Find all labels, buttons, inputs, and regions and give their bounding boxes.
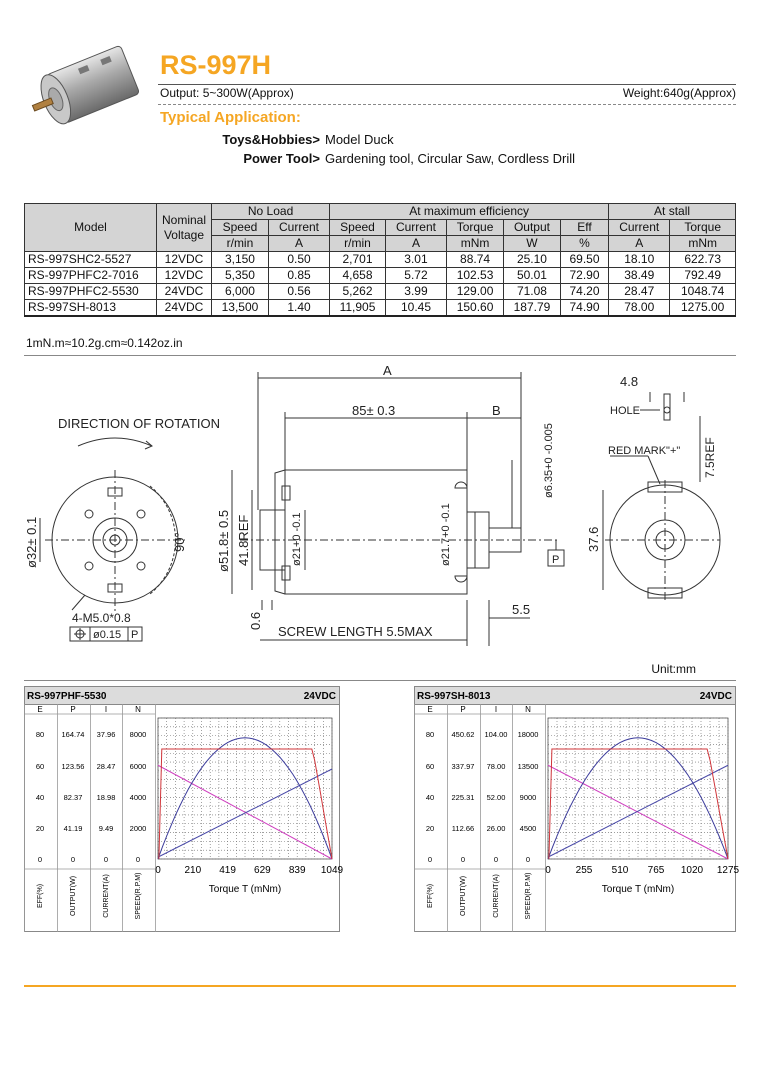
performance-chart-2 <box>414 686 740 932</box>
dim-37-6: 37.6 <box>586 526 601 552</box>
table-cell: 1275.00 <box>670 300 736 317</box>
chart-svg <box>24 686 344 932</box>
table-cell: 0.56 <box>268 284 329 300</box>
scale-value: 18000 <box>517 730 539 739</box>
chart-voltage: 24VDC <box>303 691 336 702</box>
col-model-header: Model <box>25 204 157 252</box>
chart-svg <box>414 686 740 932</box>
table-cell: 622.73 <box>670 252 736 268</box>
dim-5-5: 5.5 <box>512 602 531 617</box>
table-cell: 1048.74 <box>670 284 736 300</box>
scale-value: 337.97 <box>451 762 475 771</box>
table-cell: 4,658 <box>330 268 386 284</box>
chart-model: RS-997SH-8013 <box>417 691 491 702</box>
rotation-arrow <box>78 438 152 446</box>
col-unit: r/min <box>212 236 269 252</box>
drawing-rule <box>24 680 736 681</box>
col-header: Torque <box>447 220 504 236</box>
col-unit: r/min <box>330 236 386 252</box>
note-rule <box>24 355 736 356</box>
application-label: Power Tool> <box>243 151 320 166</box>
scale-value: 52.00 <box>486 793 506 802</box>
x-tick: 255 <box>575 865 593 876</box>
table-cell: 69.50 <box>560 252 608 268</box>
table-cell: 71.08 <box>504 284 561 300</box>
table-cell: 150.60 <box>447 300 504 317</box>
dim-32: ø32± 0.1 <box>24 516 39 568</box>
table-cell: 74.20 <box>560 284 608 300</box>
scale-header: P <box>70 705 76 714</box>
title-rule <box>158 84 736 85</box>
application-value: Model Duck <box>325 132 394 147</box>
scale-value: 4500 <box>519 824 537 833</box>
table-cell: 12VDC <box>157 252 212 268</box>
scale-value: 9000 <box>519 793 537 802</box>
tolerance-value: ø0.15 <box>93 629 122 641</box>
axis-name: OUTPUT(W) <box>460 875 467 917</box>
table-cell: 12VDC <box>157 268 212 284</box>
table-cell: 5,350 <box>212 268 269 284</box>
table-cell: 38.49 <box>609 268 670 284</box>
dim-41-8ref: 41.8REF <box>236 514 251 566</box>
dim-4-8: 4.8 <box>620 374 639 389</box>
table-cell: 5,262 <box>330 284 386 300</box>
col-unit: A <box>609 236 670 252</box>
table-cell: 11,905 <box>330 300 386 317</box>
scale-value: 104.00 <box>484 730 508 739</box>
scale-value: 26.00 <box>486 824 506 833</box>
table-cell: 18.10 <box>609 252 670 268</box>
table-cell: 72.90 <box>560 268 608 284</box>
table-row <box>25 300 736 317</box>
footer-rule <box>24 985 736 987</box>
group-stall: At stall <box>609 204 736 220</box>
table-cell: 2,701 <box>330 252 386 268</box>
x-tick: 210 <box>184 865 202 876</box>
scale-value: 13500 <box>517 762 539 771</box>
table-cell: 0.50 <box>268 252 329 268</box>
dim-51-8: ø51.8± 0.5 <box>216 509 231 572</box>
output-spec: Output: 5~300W(Approx) <box>160 86 294 100</box>
table-cell: 88.74 <box>447 252 504 268</box>
x-tick: 839 <box>288 865 306 876</box>
scale-header: N <box>525 705 531 714</box>
spec-rule <box>158 104 736 105</box>
axis-name: CURRENT(A) <box>103 874 110 918</box>
axis-name: SPEED(R.P.M) <box>525 872 532 920</box>
unit-label: Unit:mm <box>651 662 696 676</box>
x-axis-label: Torque T (mNm) <box>601 884 675 895</box>
dimension-drawing <box>0 358 760 658</box>
table-cell: 50.01 <box>504 268 561 284</box>
page-title: RS-997H <box>160 50 272 80</box>
dim-shaft-dia: ø6.35+0 -0.005 <box>543 423 555 498</box>
hole-label: HOLE <box>610 405 640 417</box>
scale-value: 0 <box>525 855 531 864</box>
col-header: Output <box>504 220 561 236</box>
col-header: Current <box>609 220 670 236</box>
chart-voltage: 24VDC <box>699 691 732 702</box>
x-tick: 0 <box>155 865 161 876</box>
table-cell: 25.10 <box>504 252 561 268</box>
table-cell: RS-997PHFC2-5530 <box>25 284 157 300</box>
application-value: Gardening tool, Circular Saw, Cordless Drill <box>325 151 575 166</box>
scale-header: I <box>494 705 498 714</box>
scale-value: 28.47 <box>96 762 116 771</box>
dim-0-6: 0.6 <box>248 611 263 630</box>
conversion-note: 1mN.m≈10.2g.cm≈0.142oz.in <box>26 336 183 350</box>
col-header: Current <box>385 220 446 236</box>
x-tick: 419 <box>219 865 236 876</box>
axis-name: EFF(%) <box>427 883 434 909</box>
scale-value: 0 <box>70 855 76 864</box>
table-cell: RS-997PHFC2-7016 <box>25 268 157 284</box>
scale-header: E <box>427 705 433 714</box>
col-header: Torque <box>670 220 736 236</box>
col-unit: mNm <box>670 236 736 252</box>
table-cell: 28.47 <box>609 284 670 300</box>
scale-value: 60 <box>425 762 435 771</box>
application-heading: Typical Application: <box>160 109 301 126</box>
axis-name: SPEED(R.P.M) <box>135 872 142 920</box>
group-no-load: No Load <box>212 204 330 220</box>
col-header: Speed <box>330 220 386 236</box>
x-tick: 0 <box>545 865 551 876</box>
x-tick: 629 <box>254 865 271 876</box>
scale-value: 18.98 <box>96 793 116 802</box>
col-unit: A <box>268 236 329 252</box>
x-tick: 1020 <box>680 865 704 876</box>
col-header: Speed <box>212 220 269 236</box>
p-box-label: P <box>552 554 560 566</box>
x-tick: 1049 <box>320 865 344 876</box>
table-cell: 3,150 <box>212 252 269 268</box>
scale-value: 20 <box>35 824 45 833</box>
scale-value: 225.31 <box>451 793 475 802</box>
dim-b: B <box>492 403 501 418</box>
scale-value: 4000 <box>129 793 147 802</box>
chart-model: RS-997PHF-5530 <box>27 691 107 702</box>
group-max-efficiency: At maximum efficiency <box>330 204 609 220</box>
axis-name: EFF(%) <box>37 883 44 909</box>
screw-spec: 4-M5.0*0.8 <box>72 611 131 625</box>
dim-90: 90° <box>172 532 187 552</box>
table-cell: RS-997SH-8013 <box>25 300 157 317</box>
scale-value: 6000 <box>129 762 147 771</box>
table-cell: RS-997SHC2-5527 <box>25 252 157 268</box>
scale-value: 2000 <box>129 824 147 833</box>
table-row <box>25 268 736 284</box>
scale-value: 0 <box>493 855 499 864</box>
x-tick: 765 <box>647 865 665 876</box>
dim-a: A <box>383 363 392 378</box>
tolerance-p: P <box>131 629 139 641</box>
table-row <box>25 284 736 300</box>
col-voltage-header: Nominal Voltage <box>157 204 212 252</box>
table-cell: 24VDC <box>157 300 212 317</box>
rotation-label: DIRECTION OF ROTATION <box>58 416 221 431</box>
red-mark-label: RED MARK"+" <box>608 445 681 457</box>
scale-header: P <box>460 705 466 714</box>
table-cell: 6,000 <box>212 284 269 300</box>
col-header: Eff <box>560 220 608 236</box>
scale-value: 78.00 <box>486 762 506 771</box>
scale-value: 40 <box>35 793 45 802</box>
scale-value: 164.74 <box>61 730 85 739</box>
table-cell: 1.40 <box>268 300 329 317</box>
table-cell: 10.45 <box>385 300 446 317</box>
col-unit: W <box>504 236 561 252</box>
x-tick: 1275 <box>716 865 740 876</box>
table-cell: 5.72 <box>385 268 446 284</box>
scale-header: N <box>135 705 141 714</box>
table-cell: 0.85 <box>268 268 329 284</box>
col-unit: A <box>385 236 446 252</box>
col-header: Current <box>268 220 329 236</box>
dim-21: ø21+0 -0.1 <box>291 512 303 566</box>
performance-chart-1 <box>24 686 344 932</box>
scale-header: I <box>104 705 108 714</box>
table-cell: 78.00 <box>609 300 670 317</box>
scale-value: 0 <box>427 855 433 864</box>
col-unit: % <box>560 236 608 252</box>
table-cell: 102.53 <box>447 268 504 284</box>
table-cell: 3.99 <box>385 284 446 300</box>
scale-value: 80 <box>35 730 45 739</box>
col-unit: mNm <box>447 236 504 252</box>
x-tick: 510 <box>611 865 629 876</box>
dim-7-5ref: 7.5REF <box>703 437 717 478</box>
axis-name: CURRENT(A) <box>493 874 500 918</box>
scale-value: 40 <box>425 793 435 802</box>
table-cell: 129.00 <box>447 284 504 300</box>
scale-value: 0 <box>460 855 466 864</box>
scale-value: 0 <box>103 855 109 864</box>
scale-value: 60 <box>35 762 45 771</box>
motor-photo <box>26 38 152 138</box>
dim-21-7: ø21.7+0 -0.1 <box>440 503 452 566</box>
scale-value: 80 <box>425 730 435 739</box>
scale-value: 20 <box>425 824 435 833</box>
scale-value: 0 <box>37 855 43 864</box>
scale-value: 41.19 <box>63 824 83 833</box>
scale-value: 0 <box>135 855 141 864</box>
table-cell: 3.01 <box>385 252 446 268</box>
performance-table <box>24 203 736 317</box>
table-cell: 187.79 <box>504 300 561 317</box>
dim-85: 85± 0.3 <box>352 403 396 418</box>
scale-value: 123.56 <box>61 762 85 771</box>
table-cell: 792.49 <box>670 268 736 284</box>
table-row <box>25 252 736 268</box>
axis-name: OUTPUT(W) <box>70 875 77 917</box>
scale-value: 8000 <box>129 730 147 739</box>
table-cell: 74.90 <box>560 300 608 317</box>
weight-spec: Weight:640g(Approx) <box>622 86 736 100</box>
table-cell: 13,500 <box>212 300 269 317</box>
x-axis-label: Torque T (mNm) <box>208 884 282 895</box>
scale-header: E <box>37 705 43 714</box>
scale-value: 450.62 <box>451 730 475 739</box>
scale-value: 37.96 <box>96 730 116 739</box>
scale-value: 9.49 <box>98 824 114 833</box>
application-label: Toys&Hobbies> <box>222 132 320 147</box>
table-cell: 24VDC <box>157 284 212 300</box>
scale-value: 82.37 <box>63 793 83 802</box>
screw-length-label: SCREW LENGTH 5.5MAX <box>278 624 433 639</box>
scale-value: 112.66 <box>451 824 475 833</box>
